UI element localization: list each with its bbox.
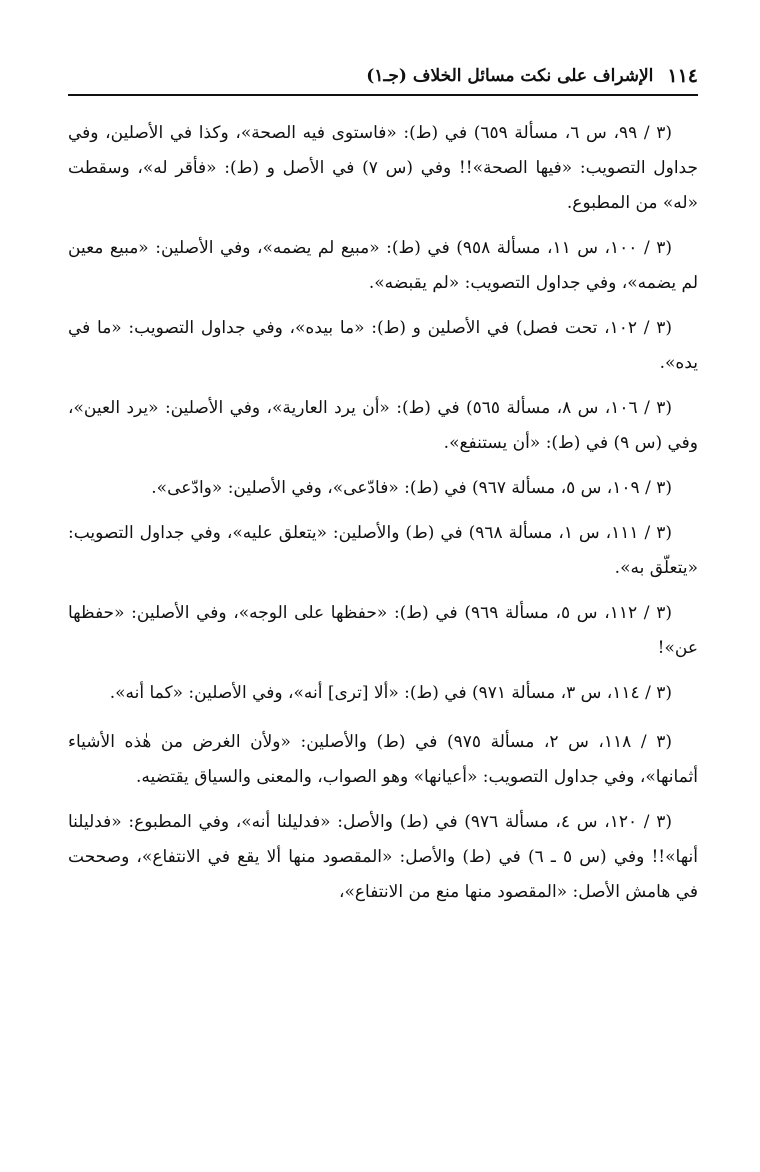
correction-paragraph: (٣ / ١٠٩، س ٥، مسألة ٩٦٧) في (ط): «فادّعى»، وفي الأصلين: «وادّعى».	[151, 478, 672, 498]
page-number: ١١٤	[667, 65, 698, 87]
correction-paragraph: (٣ / ١١٨، س ٢، مسألة ٩٧٥) في (ط) والأصلين: «ولأن الغرض من هٰذه الأشياء أثمانها»، وفي جداول التصويب: «أعيانها» وهو الصواب، والمعنى والسياق يقتضيه.	[68, 732, 698, 787]
correction-paragraph: (٣ / ١١٤، س ٣، مسألة ٩٧١) في (ط): «ألا [ترى] أنه»، وفي الأصلين: «كما أنه».	[109, 683, 672, 703]
correction-paragraph: (٣ / ١١١، س ١، مسألة ٩٦٨) في (ط) والأصلين: «يتعلق عليه»، وفي جداول التصويب: «يتعلّق به».	[68, 523, 698, 578]
running-header	[68, 62, 698, 96]
correction-paragraph: (٣ / ١٢٠، س ٤، مسألة ٩٧٦) في (ط) والأصل: «فدليلنا أنه»، وفي المطبوع: «فدليلنا أنها»!! وفي (س ٥ ـ ٦) في (ط) والأصل: «المقصود منها ألا يقع في الانتفاع»، وصححت في هامش الأصل: «المقصود منها منع من الانتفاع»،	[68, 812, 698, 902]
correction-paragraph: (٣ / ١١٢، س ٥، مسألة ٩٦٩) في (ط): «حفظها على الوجه»، وفي الأصلين: «حفظها عن»!	[68, 603, 698, 658]
page-body	[68, 116, 698, 910]
correction-paragraph: (٣ / ١٠٢، تحت فصل) في الأصلين و (ط): «ما بيده»، وفي جداول التصويب: «ما في يده».	[68, 318, 698, 373]
running-title: الإشراف على نكت مسائل الخلاف (جـ١)	[366, 66, 654, 86]
correction-paragraph: (٣ / ١٠٦، س ٨، مسألة ٥٦٥) في (ط): «أن يرد العارية»، وفي الأصلين: «يرد العين»، وفي (س ٩) في (ط): «أن يستنفع».	[68, 398, 698, 453]
correction-paragraph: (٣ / ٩٩، س ٦، مسألة ٦٥٩) في (ط): «فاستوى فيه الصحة»، وكذا في الأصلين، وفي جداول التصويب: «فيها الصحة»!! وفي (س ٧) في الأصل و (ط): «فأقر له»، وسقطت «له» من المطبوع.	[68, 123, 698, 213]
correction-paragraph: (٣ / ١٠٠، س ١١، مسألة ٩٥٨) في (ط): «مبيع لم يضمه»، وفي الأصلين: «مبيع معين لم يضمه»، وفي جداول التصويب: «لم يقبضه».	[68, 238, 698, 293]
